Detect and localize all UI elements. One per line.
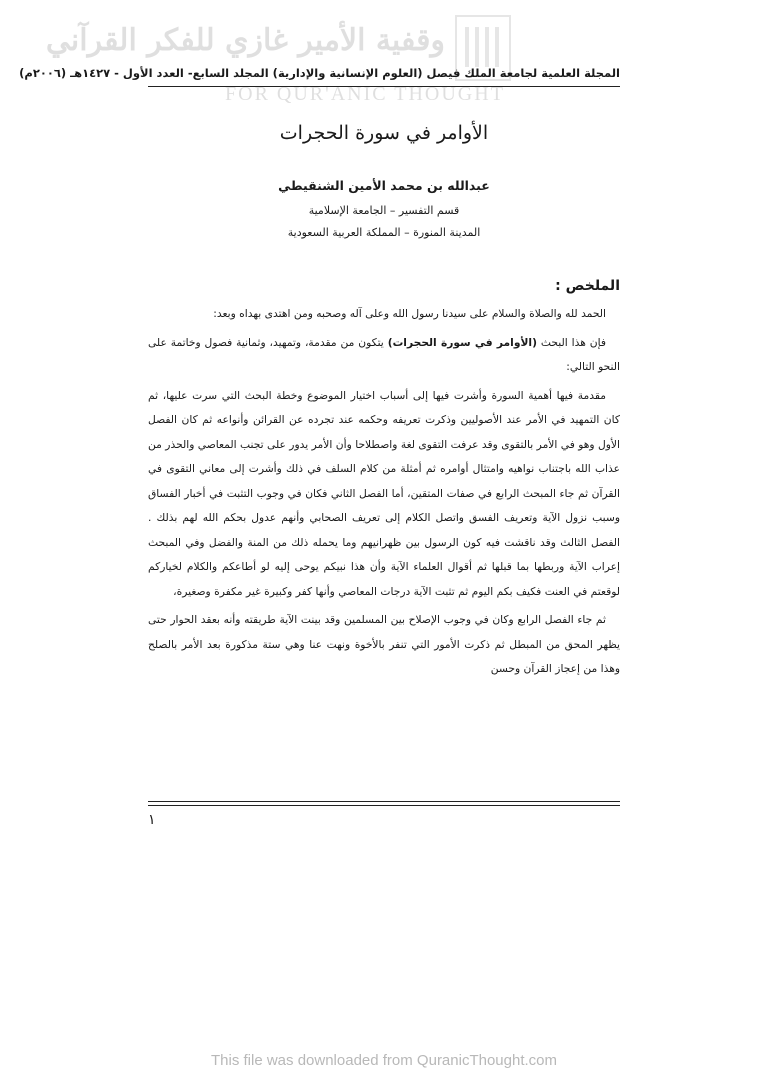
article-title: الأوامر في سورة الحجرات <box>279 122 489 144</box>
author-name: عبدالله بن محمد الأمين الشنقيطي <box>278 178 490 193</box>
watermark-arabic-text: وقفية الأمير غازي للفكر القرآني <box>45 23 445 58</box>
footer-divider-top <box>148 801 620 802</box>
abstract-paragraph: الحمد لله والصلاة والسلام على سيدنا رسول الله وعلى آله وصحبه ومن اهتدى بهداه وبعد: <box>213 307 606 320</box>
abstract-paragraph: ثم جاء الفصل الرابع وكان في وجوب الإصلاح بين المسلمين وقد بينت الآية طريقته وأنه بعقد الحوار حتى يظهر المحق من المبطل ثم ذكرت الأمور التي تنفر بالأخوة ونهت عنا وهي ستة مذكورة بعد الأمر بالصلح وهذا من إعجاز القرآن وحسن <box>148 613 620 675</box>
header-divider <box>148 86 620 87</box>
watermark-logo <box>45 15 555 105</box>
affiliation-department: قسم التفسير – الجامعة الإسلامية <box>308 204 460 217</box>
text-span: يتكون من مقدمة، وتمهيد، وثمانية فصول وخاتمة على النحو التالي: <box>148 335 620 373</box>
affiliation-location: المدينة المنورة – المملكة العربية السعودية <box>287 226 481 239</box>
abstract-body <box>148 302 620 686</box>
abstract-paragraph <box>148 331 620 380</box>
bold-title-reference: (الأوامر في سورة الحجرات) <box>387 335 537 349</box>
footer-divider-bottom <box>148 805 620 806</box>
download-notice: This file was downloaded from QuranicThought.com <box>211 1052 557 1069</box>
page-number: ١ <box>148 812 156 828</box>
abstract-paragraph: مقدمة فيها أهمية السورة وأشرت فيها إلى أسباب اختيار الموضوع وخطة البحث التي سرت عليها، ثم كان التمهيد في الأمر عند الأصوليين وذكرت تعريفه وحكمه عند تجرده عن القرائن وأنواعه ثم كان الفصل الأول وهو في الأمر بالتقوى وقد عرفت التقوى لغة واصطلاحا وأن الأمر يدور على تجنب المعاصي والحذر من عذاب الله باجتناب نواهيه وامتثال أوامره ثم أمثلة من كلام السلف في ذلك وأشرت إلى معاني التقوى في القرآن ثم جاء المبحث الرابع في صفات المتقين، أما الفصل الثاني فكان في وجوب التثبت في أخبار الفساق وسبب نزول الآية وتعريف الفسق واتصل الكلام إلى تعريف الصحابي وأنهم عدول بحكم الله لهم بذلك . الفصل الثالث وقد ناقشت فيه كون الرسول بين ظهرانيهم وما يحمله ذلك من المنة والفضل وفي المبحث إعراب الآية وربطها بما قبلها ثم أقوال العلماء الآية وأن هذا نبيكم يوحى إليه لو أطاعكم والكلام لخياركم لوقعتم في العنت فكيف بكم اليوم ثم تثبت الآية درجات المعاصي وأنها كفر وكبيرة غير مكفرة وصغيرة، <box>148 388 620 598</box>
text-span: فإن هذا البحث <box>540 335 606 349</box>
journal-header: المجلة العلمية لجامعة الملك فيصل (العلوم الإنسانية والإدارية) المجلد السابع- العدد الأول - ١٤٢٧هـ (٢٠٠٦م) <box>19 66 620 80</box>
abstract-heading: الملخص : <box>555 278 620 294</box>
watermark-latin-text: FOR QUR'ANIC THOUGHT <box>225 83 505 105</box>
